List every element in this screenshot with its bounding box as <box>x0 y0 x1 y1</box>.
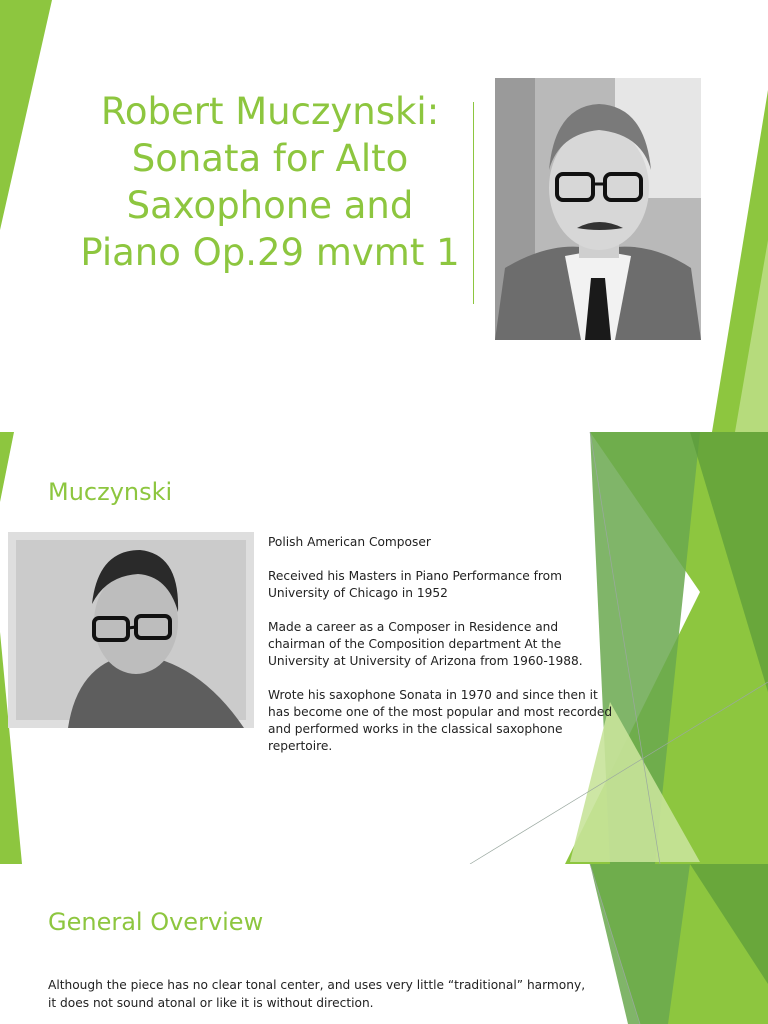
slide-heading: General Overview <box>48 908 264 936</box>
slide-title <box>70 88 470 276</box>
title-line: Robert Muczynski: <box>100 90 440 133</box>
title-line: Saxophone and <box>126 184 414 227</box>
deco-left-triangle <box>0 0 52 230</box>
portrait-photo-icon <box>495 78 701 340</box>
young-composer-photo <box>8 532 254 728</box>
bio-paragraph: Polish American Composer <box>268 535 431 549</box>
portrait-photo-icon <box>8 532 254 728</box>
bio-text <box>268 534 613 772</box>
bio-paragraph: Wrote his saxophone Sonata in 1970 and since then it has become one of the most popular and most recorded and performed works in the classical saxophone repertoire. <box>268 688 613 753</box>
title-slide <box>0 0 768 432</box>
overview-text: Although the piece has no clear tonal center, and uses very little “traditional” harmony, it does not sound atonal or like it is without direction. <box>48 978 586 1010</box>
bio-paragraph: Received his Masters in Piano Performance from University of Chicago in 1952 <box>268 569 562 600</box>
title-line: Sonata for Alto <box>131 137 409 180</box>
divider-line <box>473 102 474 304</box>
composer-portrait-photo <box>495 78 701 340</box>
slide-heading: Muczynski <box>48 478 173 506</box>
biography-slide <box>0 432 768 864</box>
deco-left-sliver <box>0 432 14 502</box>
title-line: Piano Op.29 mvmt 1 <box>80 231 460 274</box>
overview-slide <box>0 864 768 1024</box>
bio-paragraph: Made a career as a Composer in Residence and chairman of the Composition department At the University at University of Arizona from 1960-1988. <box>268 620 583 668</box>
